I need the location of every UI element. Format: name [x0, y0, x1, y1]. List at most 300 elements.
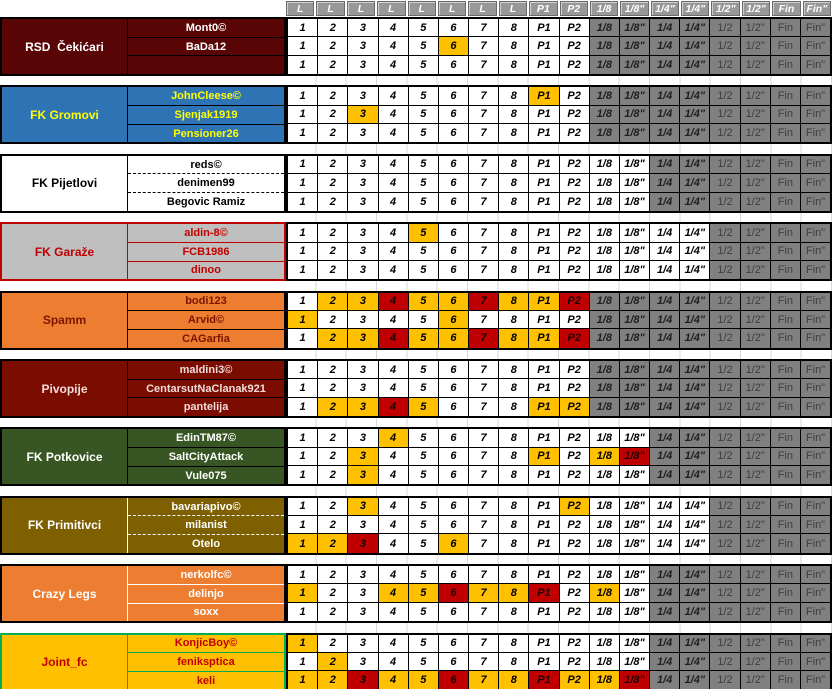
stage-cell[interactable]: 1: [288, 224, 318, 242]
stage-cell[interactable]: 1/8": [620, 106, 650, 124]
stage-cell[interactable]: Fin": [801, 671, 830, 689]
stage-cell[interactable]: 3: [348, 379, 378, 397]
stage-cell[interactable]: Fin: [771, 293, 801, 311]
stage-cell[interactable]: 3: [348, 448, 378, 466]
stage-cell[interactable]: 1/4": [680, 224, 710, 242]
stage-cell[interactable]: 1/8: [590, 584, 620, 602]
stage-cell[interactable]: 2: [318, 19, 348, 37]
stage-cell[interactable]: 1/8": [620, 584, 650, 602]
stage-cell[interactable]: P2: [560, 534, 590, 552]
stage-cell[interactable]: 6: [439, 671, 469, 689]
stage-cell[interactable]: 4: [379, 193, 409, 211]
stage-cell[interactable]: 1/8: [590, 293, 620, 311]
stage-cell[interactable]: P1: [529, 534, 559, 552]
stage-cell[interactable]: 1/4: [650, 566, 680, 584]
stage-cell[interactable]: 1/2": [741, 498, 771, 516]
stage-cell[interactable]: 1/8": [620, 193, 650, 211]
stage-cell[interactable]: 6: [439, 379, 469, 397]
stage-cell[interactable]: 5: [409, 361, 439, 379]
stage-cell[interactable]: 1/8": [620, 243, 650, 261]
stage-cell[interactable]: P1: [529, 293, 559, 311]
stage-cell[interactable]: Fin: [771, 635, 801, 653]
stage-cell[interactable]: 3: [348, 534, 378, 552]
stage-cell[interactable]: 2: [318, 398, 348, 416]
stage-cell[interactable]: 1: [288, 19, 318, 37]
stage-header-12[interactable]: 1/8": [620, 1, 648, 16]
stage-cell[interactable]: 1/8": [620, 498, 650, 516]
stage-cell[interactable]: 2: [318, 124, 348, 142]
stage-cell[interactable]: 1: [288, 603, 318, 621]
stage-cell[interactable]: 1/4: [650, 193, 680, 211]
stage-cell[interactable]: 1/2: [710, 398, 740, 416]
stage-cell[interactable]: Fin: [771, 448, 801, 466]
stage-cell[interactable]: 3: [348, 466, 378, 484]
player-name-cell[interactable]: reds©: [128, 156, 284, 175]
stage-cell[interactable]: 7: [469, 566, 499, 584]
stage-cell[interactable]: Fin: [771, 653, 801, 671]
stage-cell[interactable]: 1/8: [590, 534, 620, 552]
stage-cell[interactable]: 1/4": [680, 87, 710, 105]
stage-cell[interactable]: 4: [379, 635, 409, 653]
stage-cell[interactable]: 5: [409, 56, 439, 74]
stage-cell[interactable]: P2: [560, 56, 590, 74]
stage-cell[interactable]: 3: [348, 653, 378, 671]
team-name-cell[interactable]: FK Garaže: [2, 224, 128, 279]
stage-cell[interactable]: 1/2: [710, 429, 740, 447]
stage-cell[interactable]: 1/8: [590, 261, 620, 279]
stage-cell[interactable]: 1/4": [680, 329, 710, 347]
stage-cell[interactable]: P2: [560, 429, 590, 447]
stage-header-14[interactable]: 1/4": [681, 1, 709, 16]
stage-cell[interactable]: 1/2": [741, 429, 771, 447]
stage-cell[interactable]: 2: [318, 429, 348, 447]
stage-cell[interactable]: 1/4": [680, 261, 710, 279]
stage-cell[interactable]: P2: [560, 498, 590, 516]
stage-cell[interactable]: 1/4": [680, 534, 710, 552]
stage-cell[interactable]: 5: [409, 516, 439, 534]
stage-cell[interactable]: 1/2: [710, 584, 740, 602]
stage-cell[interactable]: 1/8: [590, 653, 620, 671]
stage-header-7[interactable]: L: [468, 1, 496, 16]
stage-cell[interactable]: P1: [529, 603, 559, 621]
stage-cell[interactable]: 2: [318, 329, 348, 347]
stage-cell[interactable]: 1/8": [620, 224, 650, 242]
stage-cell[interactable]: Fin": [801, 603, 830, 621]
stage-cell[interactable]: P2: [560, 193, 590, 211]
stage-cell[interactable]: 4: [379, 361, 409, 379]
stage-cell[interactable]: 1/8: [590, 398, 620, 416]
stage-cell[interactable]: Fin: [771, 261, 801, 279]
stage-cell[interactable]: 1/2": [741, 224, 771, 242]
stage-header-18[interactable]: Fin": [803, 1, 831, 16]
stage-cell[interactable]: 5: [409, 653, 439, 671]
stage-cell[interactable]: P1: [529, 156, 559, 174]
stage-cell[interactable]: Fin": [801, 224, 830, 242]
stage-cell[interactable]: 1: [288, 361, 318, 379]
stage-cell[interactable]: 3: [348, 19, 378, 37]
stage-cell[interactable]: 1/8: [590, 56, 620, 74]
stage-cell[interactable]: Fin: [771, 156, 801, 174]
stage-cell[interactable]: 2: [318, 243, 348, 261]
stage-cell[interactable]: 7: [469, 516, 499, 534]
stage-cell[interactable]: 8: [499, 37, 529, 55]
stage-cell[interactable]: P2: [560, 37, 590, 55]
stage-cell[interactable]: 1: [288, 174, 318, 192]
stage-cell[interactable]: 1: [288, 584, 318, 602]
stage-cell[interactable]: 6: [439, 329, 469, 347]
stage-cell[interactable]: 4: [379, 603, 409, 621]
stage-cell[interactable]: 7: [469, 466, 499, 484]
stage-cell[interactable]: 1/4": [680, 448, 710, 466]
stage-cell[interactable]: 7: [469, 224, 499, 242]
stage-cell[interactable]: P1: [529, 106, 559, 124]
stage-cell[interactable]: Fin: [771, 329, 801, 347]
stage-cell[interactable]: 1/8: [590, 603, 620, 621]
stage-cell[interactable]: 4: [379, 56, 409, 74]
stage-cell[interactable]: Fin: [771, 398, 801, 416]
stage-cell[interactable]: P2: [560, 106, 590, 124]
player-name-cell[interactable]: SaltCityAttack: [128, 448, 284, 467]
stage-cell[interactable]: Fin: [771, 106, 801, 124]
stage-cell[interactable]: 2: [318, 466, 348, 484]
stage-cell[interactable]: 6: [439, 174, 469, 192]
stage-cell[interactable]: 4: [379, 243, 409, 261]
stage-cell[interactable]: 6: [439, 635, 469, 653]
stage-cell[interactable]: 1: [288, 106, 318, 124]
stage-cell[interactable]: 1/4: [650, 87, 680, 105]
team-name-cell[interactable]: Crazy Legs: [2, 566, 128, 621]
stage-cell[interactable]: 1/4": [680, 466, 710, 484]
stage-cell[interactable]: Fin": [801, 635, 830, 653]
stage-cell[interactable]: P2: [560, 653, 590, 671]
stage-cell[interactable]: 4: [379, 448, 409, 466]
stage-cell[interactable]: 6: [439, 243, 469, 261]
stage-cell[interactable]: 1: [288, 87, 318, 105]
stage-cell[interactable]: 1: [288, 311, 318, 329]
stage-cell[interactable]: 1/8: [590, 19, 620, 37]
stage-cell[interactable]: Fin: [771, 584, 801, 602]
stage-cell[interactable]: 7: [469, 361, 499, 379]
stage-cell[interactable]: 2: [318, 261, 348, 279]
stage-cell[interactable]: 8: [499, 261, 529, 279]
stage-header-4[interactable]: L: [377, 1, 405, 16]
player-name-cell[interactable]: Mont0©: [128, 19, 284, 38]
stage-cell[interactable]: 6: [439, 106, 469, 124]
stage-cell[interactable]: 1/4": [680, 106, 710, 124]
stage-cell[interactable]: 2: [318, 174, 348, 192]
stage-cell[interactable]: 1/2: [710, 224, 740, 242]
stage-header-2[interactable]: L: [316, 1, 344, 16]
stage-cell[interactable]: 3: [348, 124, 378, 142]
stage-cell[interactable]: Fin": [801, 261, 830, 279]
stage-cell[interactable]: 1: [288, 193, 318, 211]
stage-cell[interactable]: 1/4: [650, 534, 680, 552]
stage-cell[interactable]: 1/4": [680, 584, 710, 602]
player-name-cell[interactable]: bavariapivo©: [128, 498, 284, 517]
stage-cell[interactable]: 6: [439, 311, 469, 329]
stage-cell[interactable]: 4: [379, 37, 409, 55]
stage-cell[interactable]: 5: [409, 261, 439, 279]
stage-cell[interactable]: Fin: [771, 124, 801, 142]
stage-cell[interactable]: P2: [560, 224, 590, 242]
stage-cell[interactable]: 1/8": [620, 448, 650, 466]
stage-cell[interactable]: 1/4": [680, 671, 710, 689]
stage-cell[interactable]: 3: [348, 498, 378, 516]
stage-cell[interactable]: 1/2": [741, 361, 771, 379]
stage-cell[interactable]: Fin": [801, 566, 830, 584]
stage-header-1[interactable]: L: [286, 1, 314, 16]
team-name-cell[interactable]: Spamm: [2, 293, 128, 348]
stage-cell[interactable]: 5: [409, 429, 439, 447]
stage-cell[interactable]: 1/2": [741, 156, 771, 174]
stage-cell[interactable]: 5: [409, 224, 439, 242]
stage-cell[interactable]: P2: [560, 448, 590, 466]
stage-cell[interactable]: 1/8": [620, 311, 650, 329]
stage-header-3[interactable]: L: [347, 1, 375, 16]
stage-cell[interactable]: Fin": [801, 534, 830, 552]
stage-cell[interactable]: 1/4: [650, 174, 680, 192]
stage-cell[interactable]: 2: [318, 56, 348, 74]
stage-cell[interactable]: 1/2": [741, 193, 771, 211]
stage-cell[interactable]: 6: [439, 361, 469, 379]
stage-cell[interactable]: Fin": [801, 429, 830, 447]
stage-cell[interactable]: 3: [348, 566, 378, 584]
player-name-cell[interactable]: KonjicBoy©: [128, 635, 284, 654]
stage-cell[interactable]: 3: [348, 635, 378, 653]
stage-cell[interactable]: P2: [560, 584, 590, 602]
player-name-cell[interactable]: Begovic Ramiz: [166, 196, 246, 209]
stage-cell[interactable]: Fin": [801, 516, 830, 534]
stage-cell[interactable]: P1: [529, 37, 559, 55]
stage-cell[interactable]: 1/2": [741, 87, 771, 105]
stage-cell[interactable]: Fin": [801, 243, 830, 261]
stage-cell[interactable]: Fin": [801, 37, 830, 55]
stage-cell[interactable]: 1/4: [650, 361, 680, 379]
stage-cell[interactable]: 1/2: [710, 193, 740, 211]
stage-cell[interactable]: 1/2": [741, 56, 771, 74]
stage-cell[interactable]: 1/8": [620, 566, 650, 584]
stage-cell[interactable]: 6: [439, 19, 469, 37]
stage-cell[interactable]: 1/4": [680, 516, 710, 534]
stage-cell[interactable]: 7: [469, 37, 499, 55]
player-name-cell[interactable]: EdinTM87©: [128, 429, 284, 448]
stage-cell[interactable]: Fin: [771, 466, 801, 484]
stage-cell[interactable]: 8: [499, 156, 529, 174]
stage-cell[interactable]: 5: [409, 379, 439, 397]
stage-cell[interactable]: 1/8": [620, 329, 650, 347]
stage-cell[interactable]: 1/4": [680, 56, 710, 74]
stage-cell[interactable]: 6: [439, 516, 469, 534]
stage-cell[interactable]: Fin": [801, 653, 830, 671]
stage-cell[interactable]: 1/2": [741, 534, 771, 552]
stage-cell[interactable]: 1/8: [590, 429, 620, 447]
stage-cell[interactable]: 4: [379, 653, 409, 671]
stage-cell[interactable]: P2: [560, 261, 590, 279]
stage-cell[interactable]: 1/8: [590, 106, 620, 124]
stage-cell[interactable]: P1: [529, 224, 559, 242]
stage-cell[interactable]: Fin": [801, 124, 830, 142]
stage-cell[interactable]: 1: [288, 566, 318, 584]
stage-cell[interactable]: 1: [288, 156, 318, 174]
stage-cell[interactable]: P2: [560, 329, 590, 347]
stage-cell[interactable]: 6: [439, 293, 469, 311]
stage-cell[interactable]: 5: [409, 124, 439, 142]
stage-cell[interactable]: 1/4": [680, 603, 710, 621]
stage-cell[interactable]: P2: [560, 19, 590, 37]
player-name-cell[interactable]: maldini3©: [128, 361, 284, 380]
stage-header-16[interactable]: 1/2": [742, 1, 770, 16]
stage-cell[interactable]: 1/8: [590, 566, 620, 584]
stage-cell[interactable]: 3: [348, 584, 378, 602]
stage-cell[interactable]: P2: [560, 87, 590, 105]
stage-cell[interactable]: P2: [560, 603, 590, 621]
stage-cell[interactable]: P1: [529, 124, 559, 142]
stage-cell[interactable]: 7: [469, 56, 499, 74]
stage-cell[interactable]: 1/4: [650, 498, 680, 516]
stage-cell[interactable]: 3: [348, 516, 378, 534]
stage-cell[interactable]: Fin": [801, 56, 830, 74]
stage-cell[interactable]: 1/2: [710, 653, 740, 671]
stage-cell[interactable]: P2: [560, 311, 590, 329]
stage-cell[interactable]: 2: [318, 224, 348, 242]
team-name-cell[interactable]: FK Pijetlovi: [2, 156, 128, 211]
stage-cell[interactable]: 2: [318, 584, 348, 602]
stage-cell[interactable]: 7: [469, 124, 499, 142]
stage-cell[interactable]: 2: [318, 311, 348, 329]
stage-cell[interactable]: P1: [529, 398, 559, 416]
stage-cell[interactable]: P1: [529, 329, 559, 347]
stage-cell[interactable]: 4: [379, 671, 409, 689]
stage-cell[interactable]: 1/2": [741, 516, 771, 534]
stage-cell[interactable]: 2: [318, 379, 348, 397]
player-name-cell[interactable]: denimen99: [128, 174, 284, 193]
player-name-cell[interactable]: feniksptica: [128, 653, 284, 672]
stage-cell[interactable]: Fin": [801, 311, 830, 329]
stage-cell[interactable]: 1: [288, 466, 318, 484]
stage-cell[interactable]: 2: [318, 516, 348, 534]
stage-cell[interactable]: Fin": [801, 329, 830, 347]
stage-cell[interactable]: 1/2: [710, 106, 740, 124]
stage-cell[interactable]: 7: [469, 293, 499, 311]
stage-cell[interactable]: Fin: [771, 243, 801, 261]
player-name-cell[interactable]: [128, 56, 284, 74]
stage-cell[interactable]: 3: [348, 106, 378, 124]
player-name-cell[interactable]: aldin-8©: [128, 224, 284, 243]
stage-cell[interactable]: 1/8": [620, 516, 650, 534]
stage-cell[interactable]: 1: [288, 379, 318, 397]
stage-header-9[interactable]: P1: [529, 1, 557, 16]
stage-cell[interactable]: 8: [499, 124, 529, 142]
stage-cell[interactable]: P1: [529, 498, 559, 516]
stage-cell[interactable]: 7: [469, 653, 499, 671]
stage-cell[interactable]: 4: [379, 398, 409, 416]
stage-cell[interactable]: 3: [348, 603, 378, 621]
stage-cell[interactable]: 2: [318, 635, 348, 653]
stage-cell[interactable]: P1: [529, 261, 559, 279]
stage-cell[interactable]: P2: [560, 156, 590, 174]
stage-cell[interactable]: Fin": [801, 19, 830, 37]
stage-cell[interactable]: 1/8: [590, 311, 620, 329]
stage-cell[interactable]: 3: [348, 671, 378, 689]
stage-cell[interactable]: 6: [439, 448, 469, 466]
stage-cell[interactable]: 1/8: [590, 87, 620, 105]
stage-cell[interactable]: Fin": [801, 448, 830, 466]
stage-cell[interactable]: 1/4": [680, 498, 710, 516]
stage-cell[interactable]: 3: [348, 243, 378, 261]
stage-cell[interactable]: Fin": [801, 106, 830, 124]
stage-cell[interactable]: 1/4: [650, 224, 680, 242]
stage-cell[interactable]: 6: [439, 261, 469, 279]
stage-cell[interactable]: P1: [529, 429, 559, 447]
stage-cell[interactable]: 1/2: [710, 534, 740, 552]
stage-cell[interactable]: P2: [560, 398, 590, 416]
stage-cell[interactable]: Fin: [771, 671, 801, 689]
stage-cell[interactable]: 8: [499, 448, 529, 466]
stage-cell[interactable]: 1/4: [650, 19, 680, 37]
stage-cell[interactable]: Fin: [771, 498, 801, 516]
stage-cell[interactable]: Fin: [771, 603, 801, 621]
stage-cell[interactable]: 8: [499, 671, 529, 689]
stage-cell[interactable]: 6: [439, 56, 469, 74]
stage-cell[interactable]: 1/8": [620, 671, 650, 689]
stage-cell[interactable]: 1/8": [620, 156, 650, 174]
stage-cell[interactable]: 1/2: [710, 293, 740, 311]
stage-cell[interactable]: 1/2: [710, 516, 740, 534]
team-name-cell[interactable]: Pivopije: [2, 361, 128, 416]
stage-cell[interactable]: 1/8": [620, 87, 650, 105]
stage-cell[interactable]: 1/4: [650, 261, 680, 279]
player-name-cell[interactable]: BaDa12: [128, 38, 284, 57]
stage-cell[interactable]: 1/2: [710, 261, 740, 279]
player-name-cell[interactable]: soxx: [193, 606, 219, 619]
stage-cell[interactable]: 1/4: [650, 243, 680, 261]
stage-cell[interactable]: 1/2": [741, 329, 771, 347]
stage-cell[interactable]: 1: [288, 671, 318, 689]
stage-cell[interactable]: 5: [409, 293, 439, 311]
stage-cell[interactable]: 5: [409, 498, 439, 516]
stage-cell[interactable]: 8: [499, 653, 529, 671]
stage-cell[interactable]: 8: [499, 498, 529, 516]
stage-cell[interactable]: 7: [469, 584, 499, 602]
stage-cell[interactable]: 1: [288, 243, 318, 261]
stage-cell[interactable]: P2: [560, 379, 590, 397]
stage-cell[interactable]: Fin: [771, 174, 801, 192]
stage-cell[interactable]: 1/8": [620, 429, 650, 447]
stage-cell[interactable]: 1/4: [650, 124, 680, 142]
stage-cell[interactable]: 1/4": [680, 19, 710, 37]
stage-cell[interactable]: 1/4: [650, 398, 680, 416]
stage-cell[interactable]: 4: [379, 584, 409, 602]
stage-cell[interactable]: 7: [469, 534, 499, 552]
stage-cell[interactable]: P2: [560, 124, 590, 142]
stage-cell[interactable]: P1: [529, 448, 559, 466]
stage-cell[interactable]: 1/4": [680, 37, 710, 55]
stage-cell[interactable]: 1/2: [710, 466, 740, 484]
stage-cell[interactable]: P2: [560, 361, 590, 379]
stage-cell[interactable]: P1: [529, 361, 559, 379]
stage-cell[interactable]: 8: [499, 174, 529, 192]
stage-cell[interactable]: 5: [409, 243, 439, 261]
stage-cell[interactable]: Fin: [771, 19, 801, 37]
stage-cell[interactable]: 5: [409, 37, 439, 55]
stage-cell[interactable]: 1/8: [590, 379, 620, 397]
stage-cell[interactable]: 1: [288, 429, 318, 447]
stage-cell[interactable]: Fin: [771, 361, 801, 379]
stage-cell[interactable]: 2: [318, 37, 348, 55]
stage-cell[interactable]: 1/8": [620, 19, 650, 37]
stage-cell[interactable]: 5: [409, 193, 439, 211]
stage-cell[interactable]: Fin: [771, 516, 801, 534]
